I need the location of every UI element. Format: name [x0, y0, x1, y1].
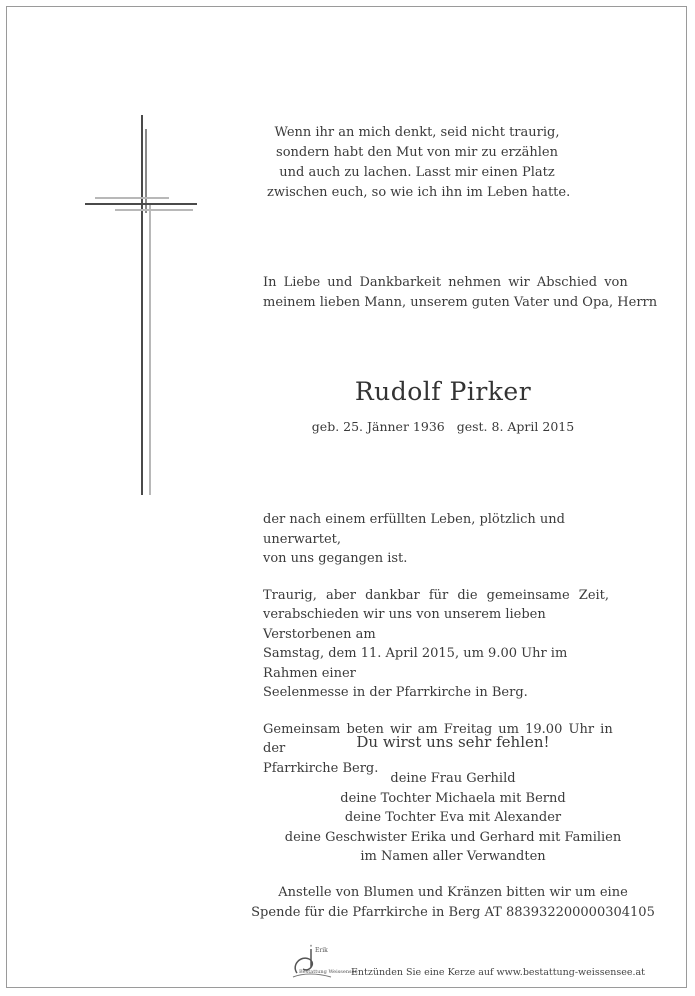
poem — [267, 123, 571, 203]
family-member: deine Tochter Michaela mit Bernd — [340, 790, 566, 806]
intro-line: In Liebe und Dankbarkeit nehmen wir Abschied von — [263, 275, 628, 290]
footer — [287, 943, 687, 983]
family-member: im Namen aller Verwandten — [360, 849, 546, 864]
family-list — [243, 769, 663, 867]
family-member: deine Geschwister Erika und Gerhard mit Familien — [284, 829, 622, 845]
body-line: Gemeinsam beten wir am Freitag um 19.00 Uhr in der — [263, 721, 613, 756]
family-member: deine Frau Gerhild — [390, 771, 516, 786]
body-line: von uns gegangen ist. — [263, 551, 408, 566]
intro-text — [263, 273, 658, 313]
candle-swirl-icon — [287, 943, 358, 983]
logo-bottom-text: Bestattung Weissensee — [299, 969, 358, 975]
body-line: der nach einem erfüllten Leben, plötzlich und unerwartet, — [263, 512, 566, 547]
note-line: Anstelle von Blumen und Kränzen bitten wir um eine — [278, 885, 628, 900]
candle-link-text[interactable]: Entzünden Sie eine Kerze auf www.bestattung-weissensee.at — [351, 967, 645, 978]
obituary-page — [6, 6, 687, 988]
motto: Du wirst uns sehr fehlen! — [356, 733, 550, 751]
birth-date: geb. 25. Jänner 1936 — [311, 419, 445, 434]
body-line: Traurig, aber dankbar für die gemeinsame Zeit, — [263, 587, 610, 603]
poem-line: zwischen euch, so wie ich ihn im Leben hatte. — [267, 185, 571, 200]
body-line: Seelenmesse in der Pfarrkirche in Berg. — [263, 685, 528, 700]
intro-line: meinem lieben Mann, unserem guten Vater und Opa, Herrn — [263, 295, 658, 310]
body-line: Pfarrkirche Berg. — [263, 760, 379, 776]
poem-line: sondern habt den Mut von mir zu erzählen — [276, 145, 558, 160]
family-member: deine Tochter Eva mit Alexander — [344, 810, 562, 825]
note-line: Spende für die Pfarrkirche in Berg AT 883932200000304105 — [251, 905, 655, 920]
cross-icon — [85, 115, 200, 497]
death-date: gest. 8. April 2015 — [456, 419, 575, 434]
body-line: verabschieden wir uns von unserem lieben Verstorbenen am — [263, 607, 546, 642]
logo-top-text: Erik — [315, 947, 328, 954]
donation-note — [243, 883, 663, 923]
poem-line: Wenn ihr an mich denkt, seid nicht traurig, — [274, 125, 560, 140]
life-dates — [263, 419, 623, 434]
body-line: Samstag, dem 11. April 2015, um 9.00 Uhr im Rahmen einer — [263, 646, 568, 681]
poem-line: und auch zu lachen. Lasst mir einen Platz — [279, 165, 555, 180]
deceased-name: Rudolf Pirker — [354, 377, 532, 406]
